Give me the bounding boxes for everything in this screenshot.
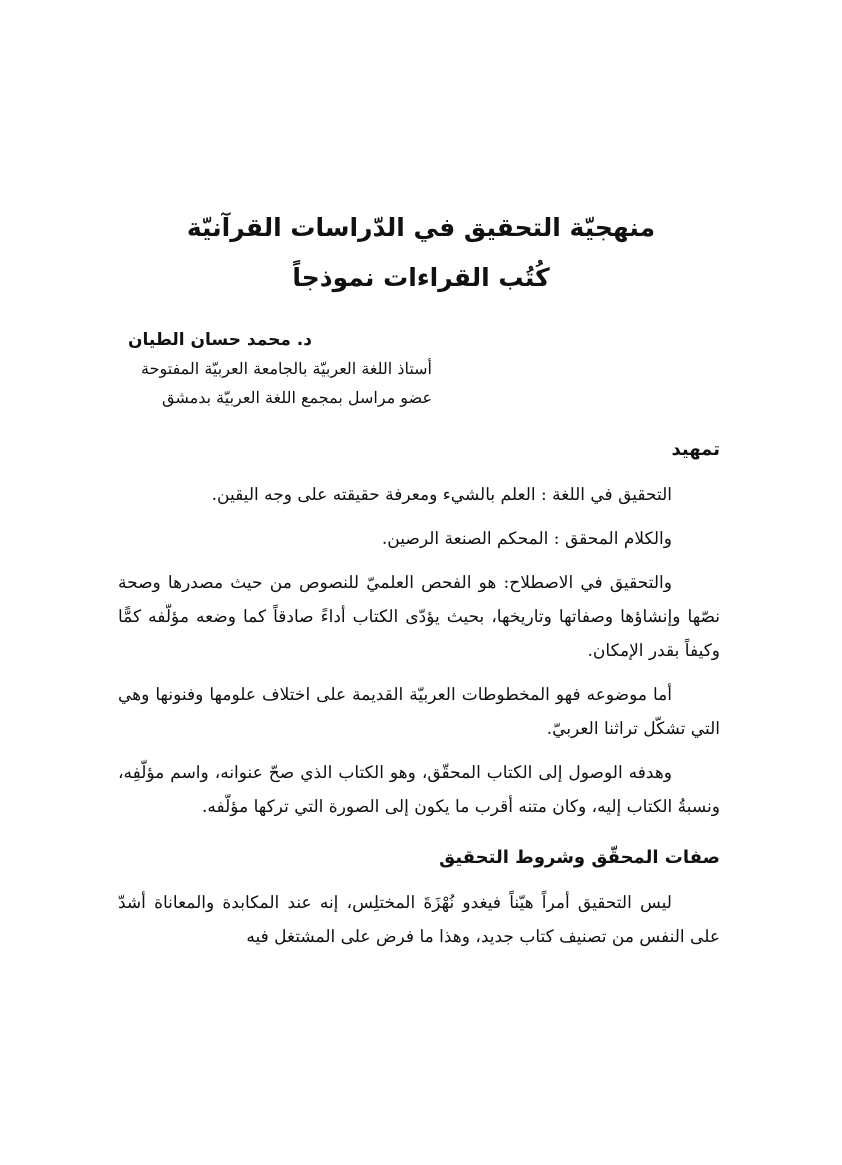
- title-line-2: كُتُب القراءات نموذجاً: [292, 263, 550, 292]
- paragraph-3: والتحقيق في الاصطلاح: هو الفحص العلميّ للنصوص من حيث مصدرها وصحة نصّها وإنشاؤها وصفاتها وتاريخها، بحيث يؤدّى الكتاب أداءً صادقاً كما وضعه مؤلّفه كمًّا وكيفاً بقدر الإمكان.: [118, 573, 720, 661]
- author-affiliation-1: أستاذ اللغة العربيّة بالجامعة العربيّة المفتوحة: [141, 359, 432, 378]
- body-text: [118, 432, 720, 954]
- intro-heading: تمهيد: [671, 439, 720, 460]
- paragraph-2: والكلام المحقق : المحكم الصنعة الرصين.: [381, 529, 672, 549]
- author-block: [112, 326, 432, 412]
- section-heading-2: صفات المحقّق وشروط التحقيق: [439, 847, 720, 868]
- paragraph-4: أما موضوعه فهو المخطوطات العربيّة القديمة على اختلاف علومها وفنونها وهي التي تشكّل تراثنا العربيّ.: [118, 685, 720, 739]
- author-name: د. محمد حسان الطيان: [128, 330, 312, 350]
- author-affiliation-2: عضو مراسل بمجمع اللغة العربيّة بدمشق: [162, 388, 432, 407]
- title-line-1: منهجيّة التحقيق في الدّراسات القرآنيّة: [186, 213, 656, 242]
- paragraph-6: ليس التحقيق أمراً هيّناً فيغدو نُهْزَةَ المختلِس، إنه عند المكابدة والمعاناة أشدّ على النفس من تصنيف كتاب جديد، وهذا ما فرض على المشتغل فيه: [118, 893, 720, 947]
- paragraph-1: التحقيق في اللغة : العلم بالشيء ومعرفة حقيقته على وجه اليقين.: [211, 485, 672, 505]
- paragraph-5: وهدفه الوصول إلى الكتاب المحقّق، وهو الكتاب الذي صحّ عنوانه، واسم مؤلّفِه، ونسبةُ الكتاب إليه، وكان متنه أقرب ما يكون إلى الصورة التي تركها مؤلّفه.: [118, 763, 720, 817]
